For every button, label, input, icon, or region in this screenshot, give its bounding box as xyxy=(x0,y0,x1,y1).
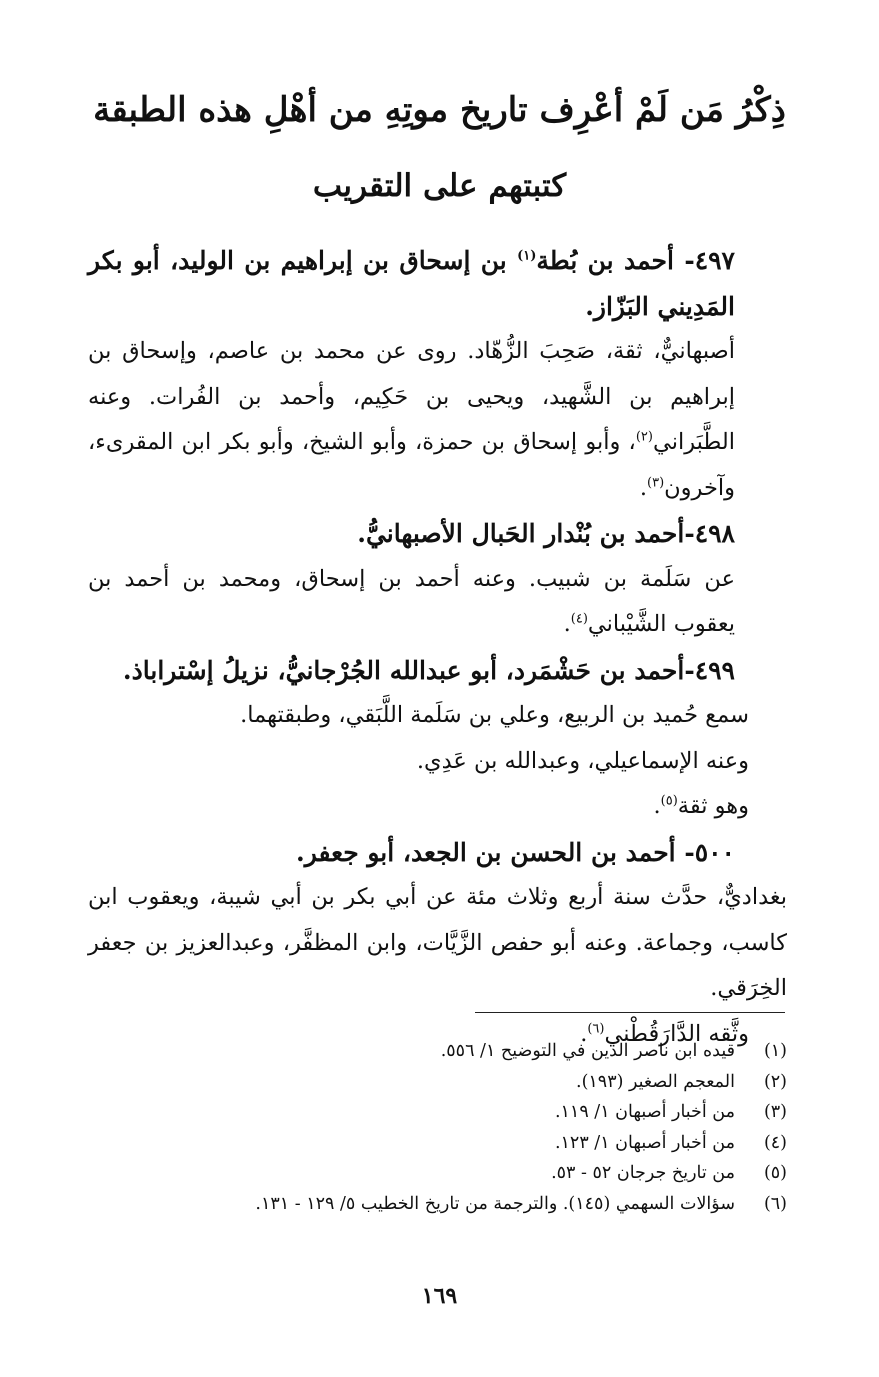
entry-497-heading xyxy=(88,238,787,329)
entry-497-title-rest: بن إسحاق بن إبراهيم بن الوليد، أبو بكر المَدِيني البَزّاز. xyxy=(88,246,735,321)
footnote-text: من أخبار أصبهان ١/ ١٢٣. xyxy=(554,1132,735,1153)
footnote-number: (٤) xyxy=(763,1132,787,1153)
entry-500-text: بغداديٌّ، حدَّث سنة أربع وثلاث مئة عن أبي بكر بن أبي شيبة، ويعقوب ابن كاسب، وجماعة. وعنه أبو حفص الزَّيَّات، وابن المظفَّر، وعبدالعزيز بن جعفر الخِرَقي. xyxy=(88,884,787,1001)
footnote-number: (١) xyxy=(763,1041,787,1061)
footnote-text: سؤالات السهمي (١٤٥). والترجمة من تاريخ الخطيب ٥/ ١٢٩ - ١٣١. xyxy=(255,1193,735,1214)
footnote-2 xyxy=(100,1067,787,1098)
entry-498-heading: ٤٩٨-أحمد بن بُنْدار الحَبال الأصبهانيُّ. xyxy=(357,519,735,548)
footnote-ref-5[interactable]: (٥) xyxy=(660,793,678,809)
footnote-separator xyxy=(475,1012,785,1013)
entry-500-line-2-text: وثَّقه الدَّارَقُطْني xyxy=(604,1020,749,1047)
footnote-ref-4[interactable]: (٤) xyxy=(570,611,588,627)
entry-498-text xyxy=(88,557,787,648)
main-text xyxy=(88,238,787,1057)
footnote-text: قيده ابن ناصر الدين في التوضيح ١/ ٥٥٦. xyxy=(440,1041,735,1061)
entry-497-title: ٤٩٧- أحمد بن بُطة xyxy=(536,246,735,275)
footnotes xyxy=(100,1036,787,1219)
section-title: ذِكْرُ مَن لَمْ أعْرِف تاريخ موتِهِ من أهْلِ هذه الطبقة xyxy=(93,90,786,130)
entry-500-end: . xyxy=(580,1020,588,1047)
entry-499-line-2: وعنه الإسماعيلي، وعبدالله بن عَدِي. xyxy=(416,747,749,774)
footnote-ref-3[interactable]: (٣) xyxy=(647,475,665,490)
entry-499-end: . xyxy=(653,793,661,819)
entry-497-line-2: ، وأبو إسحاق بن حمزة، وأبو الشيخ، وأبو بكر ابن المقرىء، وآخرون xyxy=(88,429,735,501)
entry-500-heading: ٥٠٠- أحمد بن الحسن بن الجعد، أبو جعفر. xyxy=(295,837,735,867)
entry-499-line-3-text: وهو ثقة xyxy=(677,793,749,819)
footnote-number: (٣) xyxy=(763,1102,787,1122)
footnote-4 xyxy=(100,1128,787,1159)
entry-498-end: . xyxy=(563,611,571,637)
footnote-ref-1[interactable]: (١) xyxy=(517,248,537,264)
entry-497-text xyxy=(88,329,787,511)
footnote-5 xyxy=(100,1158,787,1189)
footnote-ref-6[interactable]: (٦) xyxy=(587,1021,605,1036)
footnote-text: المعجم الصغير (١٩٣). xyxy=(576,1071,735,1092)
entry-499-line-3 xyxy=(88,784,787,830)
footnote-number: (٥) xyxy=(763,1163,787,1183)
footnote-6 xyxy=(100,1189,787,1220)
footnote-1 xyxy=(100,1036,787,1067)
footnote-text: من أخبار أصبهان ١/ ١١٩. xyxy=(554,1102,735,1122)
entry-497-line-1: أصبهانيٌّ، ثقة، صَحِبَ الزُّهّاد. روى عن محمد بن عاصم، وإسحاق بن إبراهيم بن الشَّهيد، ويحيى بن حَكِيم، وأحمد بن الفُرات. وعنه الطَّبَراني xyxy=(88,338,735,455)
entry-497-end: . xyxy=(639,474,648,501)
footnote-number: (٢) xyxy=(763,1071,787,1092)
entry-499-heading: ٤٩٩-أحمد بن حَشْمَرد، أبو عبدالله الجُرْجانيُّ، نزيلُ إسْتراباذ. xyxy=(122,655,735,685)
footnote-3 xyxy=(100,1097,787,1128)
entry-499-line-1: سمع حُميد بن الربيع، وعلي بن سَلَمة اللَّبَقي، وطبقتهما. xyxy=(240,702,749,728)
footnote-ref-2[interactable]: (٢) xyxy=(635,429,653,445)
page-number: ١٦٩ xyxy=(421,1283,458,1309)
section-subtitle: كتبتهم على التقريب xyxy=(312,168,567,204)
footnote-number: (٦) xyxy=(763,1193,787,1214)
entry-498-line: عن سَلَمة بن شبيب. وعنه أحمد بن إسحاق، ومحمد بن أحمد بن يعقوب الشَّيْباني xyxy=(88,565,735,637)
footnote-text: من تاريخ جرجان ٥٢ - ٥٣. xyxy=(551,1163,735,1183)
